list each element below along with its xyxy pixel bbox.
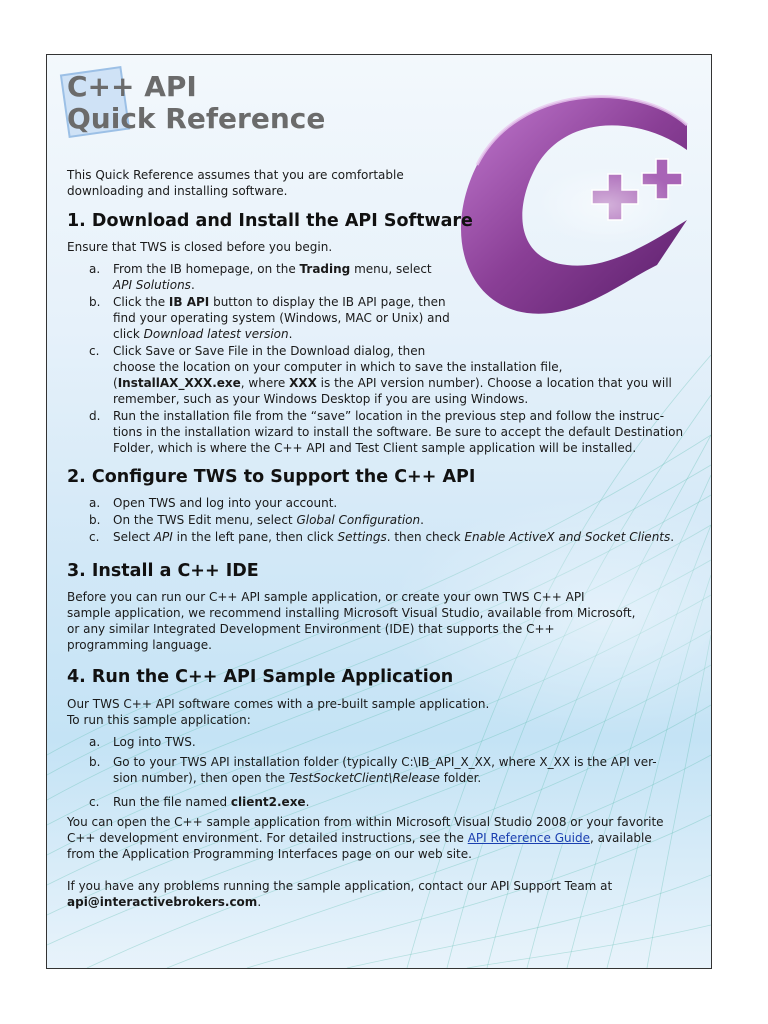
support-email[interactable]: api@interactivebrokers.com xyxy=(67,895,258,909)
body-line: programming language. xyxy=(67,638,212,652)
list-item: a. Log into TWS. xyxy=(89,735,196,749)
intro xyxy=(67,167,707,199)
section-2 xyxy=(67,467,707,546)
title-line-2: Quick Reference xyxy=(67,102,326,135)
list-item: b. Click the IB API button to display the IB API page, then find your operating system (Windows, MAC or Unix) and click Download latest version. xyxy=(89,295,450,341)
body-line: To run this sample application: xyxy=(67,713,251,727)
body-line: or any similar Integrated Development Environment (IDE) that supports the C++ xyxy=(67,622,555,636)
list-item: a. Open TWS and log into your account. xyxy=(89,496,338,510)
document-page xyxy=(46,54,712,969)
section-4-heading: 4. Run the C++ API Sample Application xyxy=(67,667,454,687)
section-4-para-1: You can open the C++ sample application from within Microsoft Visual Studio 2008 or your favorite C++ development environment. For detailed instructions, see the API Reference Guide, available from the Application Programming Interfaces page on our web site. xyxy=(67,815,664,861)
section-3 xyxy=(67,561,707,653)
api-reference-guide-link[interactable]: API Reference Guide xyxy=(467,831,590,845)
body-line: Before you can run our C++ API sample application, or create your own TWS C++ API xyxy=(67,590,585,604)
list-item: a. From the IB homepage, on the Trading menu, select API Solutions. xyxy=(89,262,432,292)
section-1 xyxy=(67,211,707,457)
list-item: c. Run the file named client2.exe. xyxy=(89,795,310,809)
section-4-steps xyxy=(67,734,707,810)
list-item: b. On the TWS Edit menu, select Global Configuration. xyxy=(89,513,424,527)
list-item: d. Run the installation file from the “save” location in the previous step and follow the instruc- tions in the installation wizard to install the software. Be sure to accept the default Destination Folder, which is where the C++ API and Test Client sample application will be installed. xyxy=(89,409,684,455)
title-line-1: C++ API xyxy=(67,70,197,103)
list-item: c. Click Save or Save File in the Download dialog, then choose the location on your computer in which to save the installation file, (InstallAX_XXX.exe, where XXX is the API version number). Choose a location that you will remember, such as your Windows Desktop if you are using Windows. xyxy=(89,344,672,406)
section-2-heading: 2. Configure TWS to Support the C++ API xyxy=(67,467,476,487)
body-line: Our TWS C++ API software comes with a pre-built sample application. xyxy=(67,697,490,711)
section-1-steps xyxy=(67,261,707,456)
section-2-steps xyxy=(67,495,707,545)
intro-line: downloading and installing software. xyxy=(67,184,288,198)
list-item: b. Go to your TWS API installation folder (typically C:\IB_API_X_XX, where X_XX is the API ver- sion number), then open the TestSocketClient\Release folder. xyxy=(89,755,657,785)
section-4 xyxy=(67,667,707,910)
list-item: c. Select API in the left pane, then click Settings. then check Enable ActiveX and Socket Clients. xyxy=(89,530,675,544)
section-4-para-2: If you have any problems running the sample application, contact our API Support Team at api@interactivebrokers.com. xyxy=(67,879,613,909)
section-1-lead: Ensure that TWS is closed before you begin. xyxy=(67,240,333,254)
section-1-heading: 1. Download and Install the API Software xyxy=(67,211,473,231)
intro-line: This Quick Reference assumes that you are comfortable xyxy=(67,168,404,182)
section-3-heading: 3. Install a C++ IDE xyxy=(67,561,259,581)
body-line: sample application, we recommend installing Microsoft Visual Studio, available from Microsoft, xyxy=(67,606,636,620)
title-block xyxy=(67,71,707,135)
